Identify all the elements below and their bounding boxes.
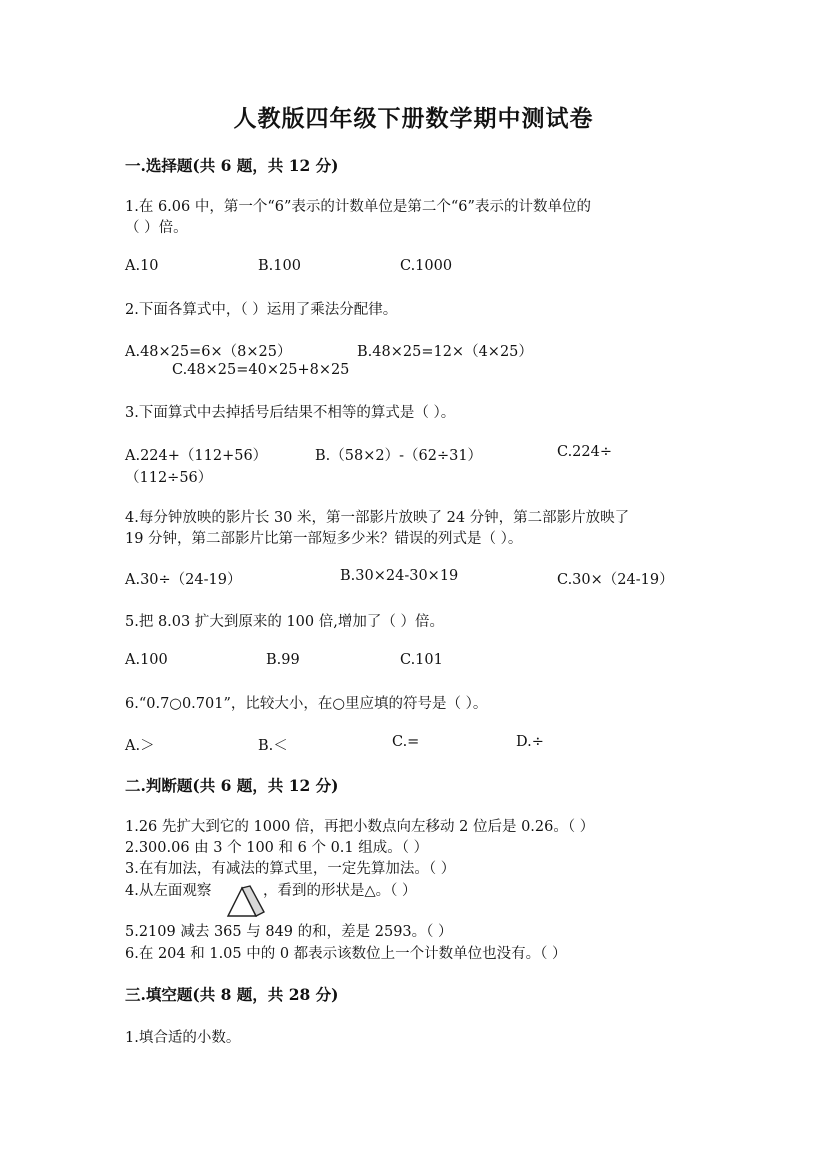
judge-q4-part1: 4.从左面观察 [125,883,212,899]
judge-q3: 3.在有加法，有减法的算式里，一定先算加法。（ ） [125,861,456,877]
page-title: 人教版四年级下册数学期中测试卷 [233,105,594,132]
q4-option-c: C.30×（24-19） [557,572,674,588]
q3-stem: 3.下面算式中去掉括号后结果不相等的算式是（ ）。 [125,405,456,421]
q3-option-a: A.224+（112+56） [125,448,268,464]
q3-option-c-continued: （112÷56） [125,470,213,486]
q3-option-b: B.（58×2）-（62÷31） [315,448,483,464]
q4-stem-line2: 19 分钟，第二部影片比第一部短多少米？错误的列式是（ ）。 [125,531,523,547]
q6-option-c: C.= [392,734,420,750]
q3-option-c: C.224÷ [557,444,613,460]
q5-option-c: C.101 [400,652,443,668]
q1-option-b: B.100 [258,258,301,274]
q4-stem-line1: 4.每分钟放映的影片长 30 米，第一部影片放映了 24 分钟，第二部影片放映了 [125,510,630,526]
q6-stem: 6.“0.7○0.701”，比较大小，在○里应填的符号是（ ）。 [125,696,488,712]
judge-q4-part2: ，看到的形状是△。（ ） [263,883,417,899]
prism-figure-icon [226,884,266,918]
q1-stem-line2: （ ）倍。 [125,220,188,236]
q6-option-a: A.＞ [125,738,155,754]
q2-option-b: B.48×25=12×（4×25） [357,344,533,360]
q4-option-a: A.30÷（24-19） [125,572,242,588]
q6-option-d: D.÷ [516,734,544,750]
section-heading-fill: 三.填空题(共 8 题，共 28 分) [125,985,339,1004]
q2-option-c: C.48×25=40×25+8×25 [172,362,350,378]
q2-stem: 2.下面各算式中，（ ）运用了乘法分配律。 [125,302,398,318]
q5-option-b: B.99 [266,652,300,668]
judge-q5: 5.2109 减去 365 与 849 的和，差是 2593。（ ） [125,924,453,940]
q5-stem: 5.把 8.03 扩大到原来的 100 倍,增加了（ ）倍。 [125,614,444,630]
q2-option-a: A.48×25=6×（8×25） [125,344,292,360]
section-heading-judge: 二.判断题(共 6 题，共 12 分) [125,776,339,795]
judge-q1: 1.26 先扩大到它的 1000 倍，再把小数点向左移动 2 位后是 0.26。（ ） [125,819,595,835]
judge-q6: 6.在 204 和 1.05 中的 0 都表示该数位上一个计数单位也没有。（ ） [125,946,567,962]
judge-q2: 2.300.06 由 3 个 100 和 6 个 0.1 组成。（ ） [125,840,429,856]
q6-option-b: B.＜ [258,738,288,754]
q4-option-b: B.30×24-30×19 [340,568,459,584]
q1-option-a: A.10 [125,258,159,274]
section-heading-choice: 一.选择题(共 6 题，共 12 分) [125,156,339,175]
fill-q1: 1.填合适的小数。 [125,1030,241,1046]
q5-option-a: A.100 [125,652,168,668]
q1-option-c: C.1000 [400,258,453,274]
q1-stem-line1: 1.在 6.06 中，第一个“6”表示的计数单位是第二个“6”表示的计数单位的 [125,199,591,215]
